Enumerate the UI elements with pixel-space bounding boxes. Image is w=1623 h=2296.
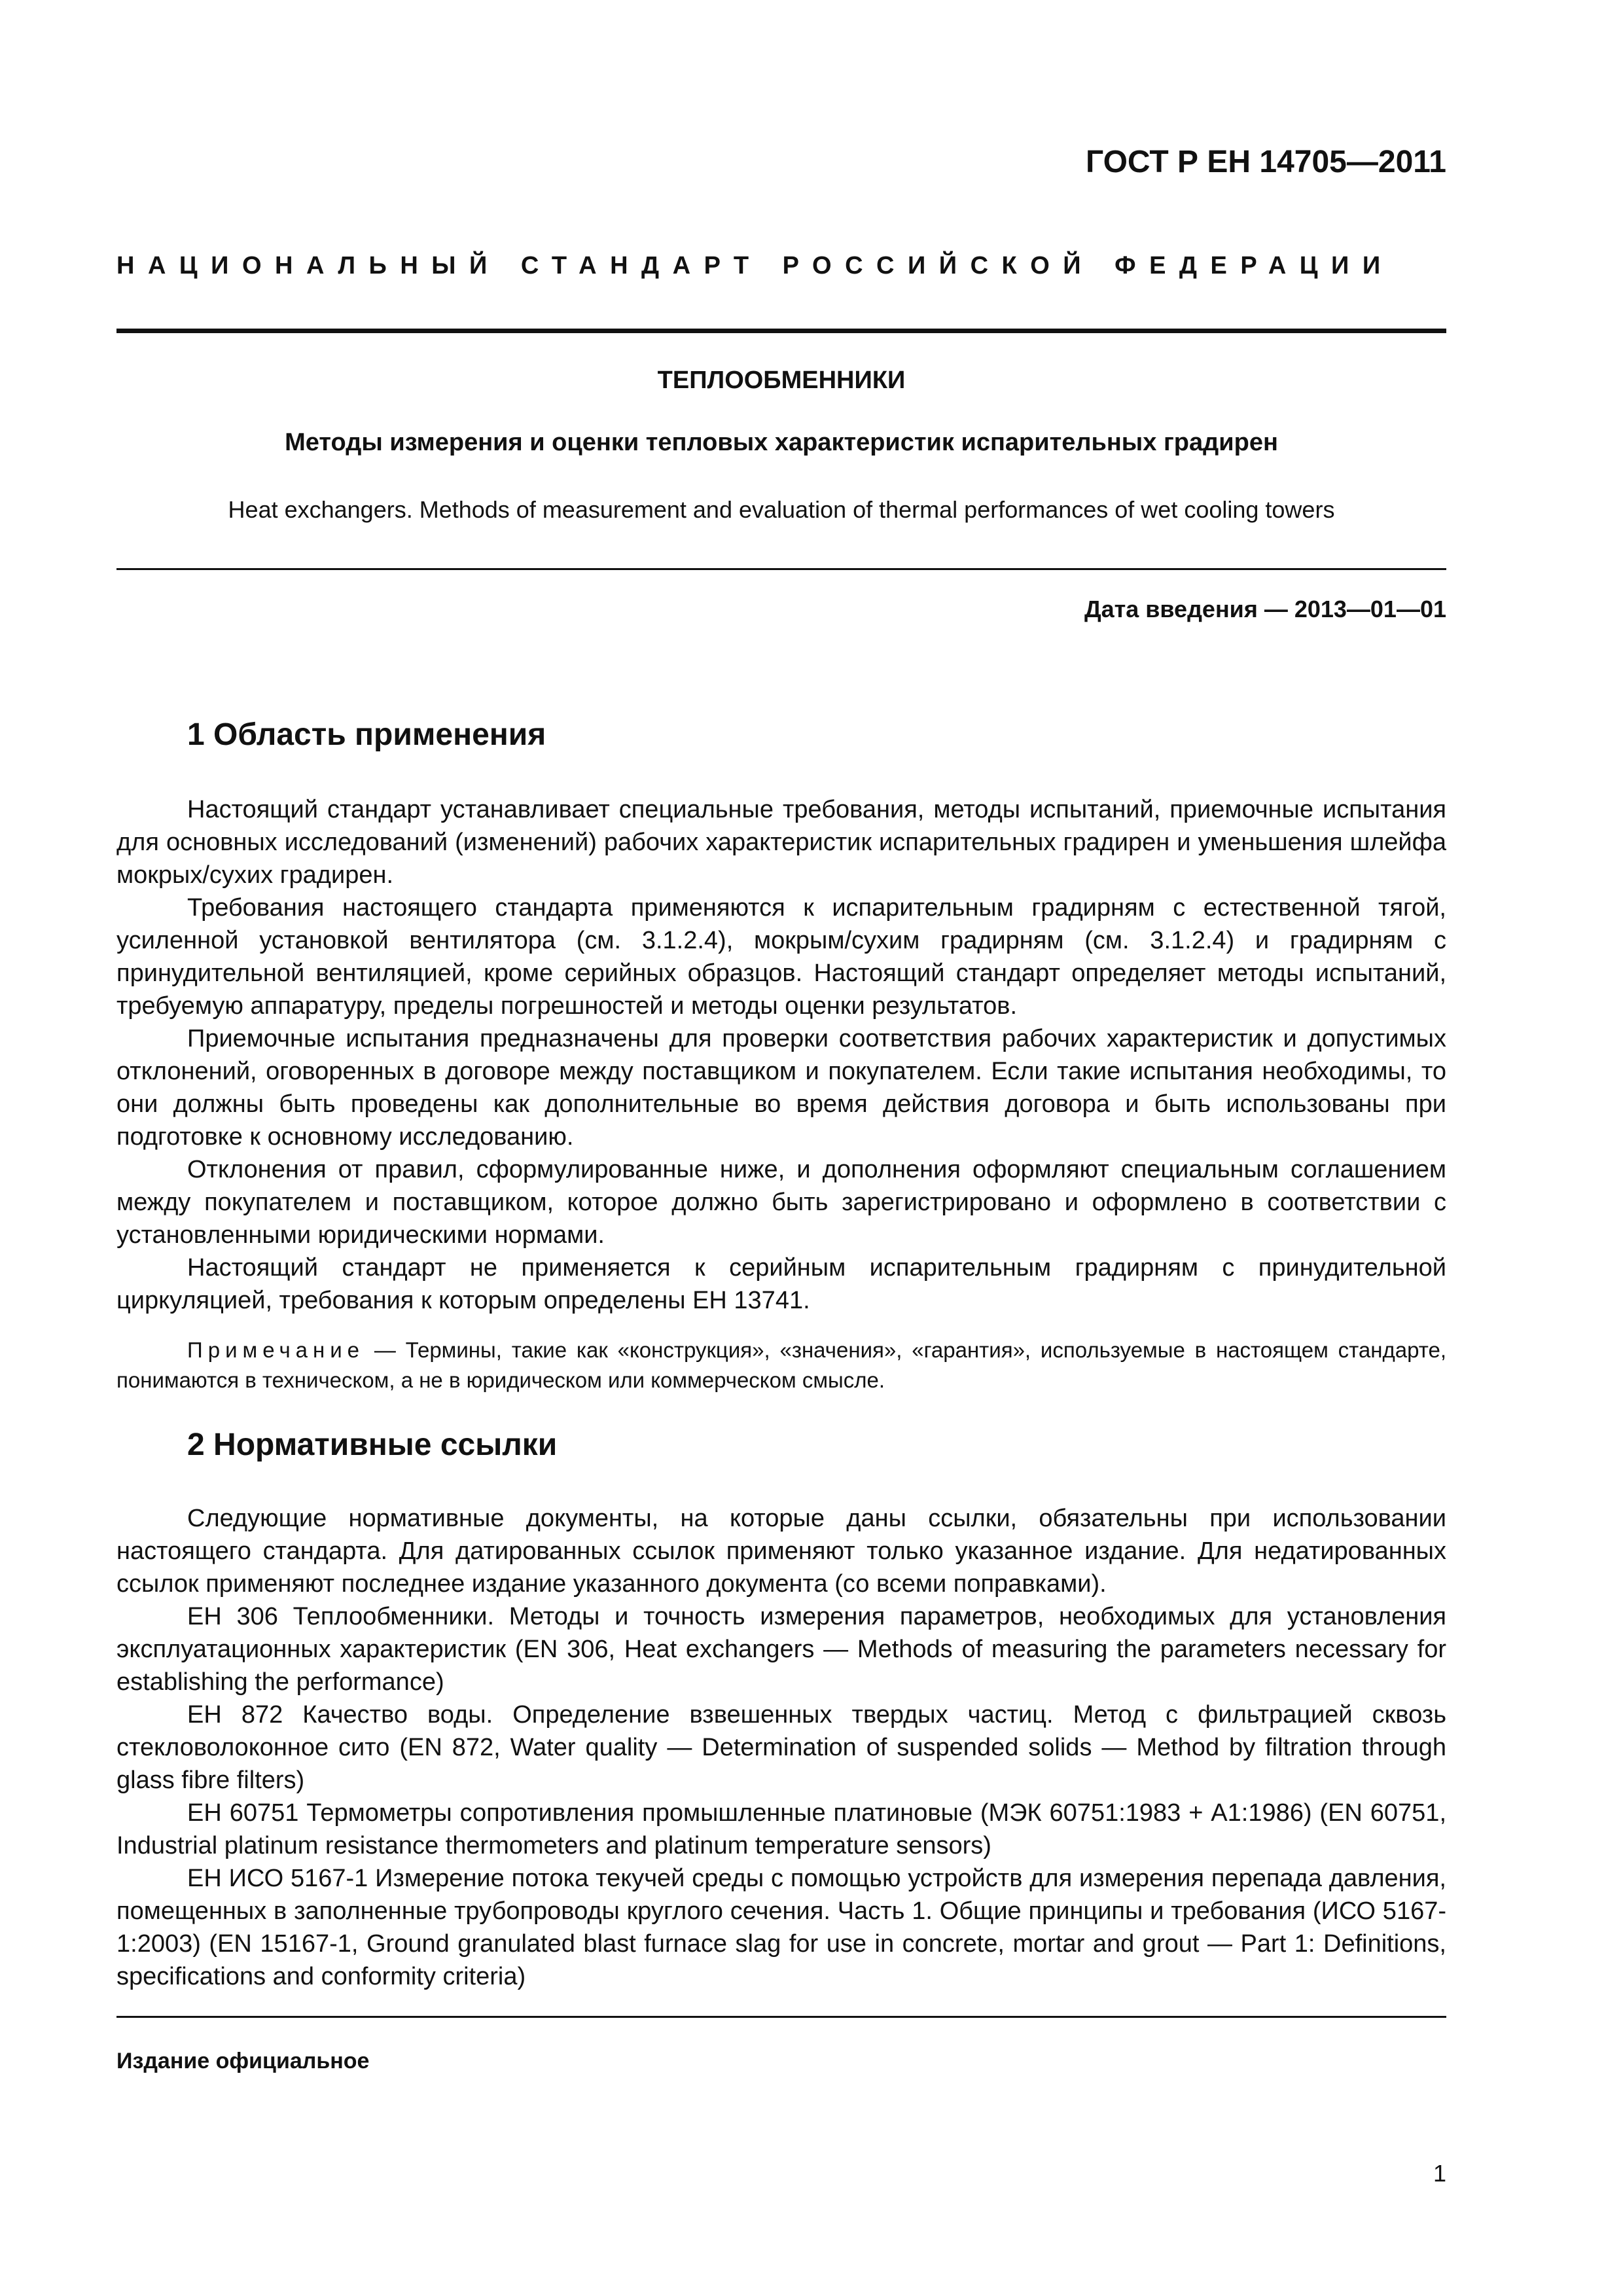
section-1-note bbox=[116, 1335, 1446, 1395]
header-divider bbox=[116, 329, 1446, 333]
intro-date: Дата введения — 2013—01—01 bbox=[1084, 596, 1446, 622]
reference-item: ЕН 60751 Термометры сопротивления промышленные платиновые (МЭК 60751:1983 + А1:1986) (EN 60751, Industrial platinum resistance thermometers and platinum temperature sensors) bbox=[116, 1799, 1446, 1859]
title-divider bbox=[116, 568, 1446, 570]
document-page bbox=[116, 0, 1446, 2296]
section-1-heading: 1 Область применения bbox=[187, 717, 546, 752]
note-text: — Термины, такие как «конструкция», «значения», «гарантия», используемые в настоящем стандарте, понимаются в техническом, а не в юридическом или коммерческом смысле. bbox=[116, 1338, 1446, 1392]
note-label: Примечание bbox=[187, 1338, 365, 1362]
page-number: 1 bbox=[1433, 2160, 1446, 2187]
document-subtitle-ru: Методы измерения и оценки тепловых характеристик испарительных градирен bbox=[285, 429, 1278, 456]
official-edition-label: Издание официальное bbox=[116, 2049, 370, 2073]
national-standard-banner: НАЦИОНАЛЬНЫЙ СТАНДАРТ РОССИЙСКОЙ ФЕДЕРАЦИИ bbox=[116, 252, 1394, 279]
section-1-paragraph: Настоящий стандарт устанавливает специальные требования, методы испытаний, приемочные испытания для основных исследований (изменений) рабочих характеристик испарительных градирен и уменьшения шлейфа мокрых/сухих градирен. bbox=[116, 796, 1446, 889]
reference-item: ЕН 872 Качество воды. Определение взвешенных твердых частиц. Метод с фильтрацией сквозь стекловолоконное сито (EN 872, Water quality — Determination of suspended solids — Method by filtration through glass fibre filters) bbox=[116, 1701, 1446, 1794]
document-title: ТЕПЛООБМЕННИКИ bbox=[657, 367, 906, 394]
section-2-paragraph: Следующие нормативные документы, на которые даны ссылки, обязательны при использовании настоящего стандарта. Для датированных ссылок применяют только указанное издание. Для недатированных ссылок применяют последнее издание указанного документа (со всеми поправками). bbox=[116, 1505, 1446, 1598]
document-subtitle-en: Heat exchangers. Methods of measurement and evaluation of thermal performances of wet cooling towers bbox=[228, 496, 1335, 523]
reference-item: ЕН 306 Теплообменники. Методы и точность измерения параметров, необходимых для установления эксплуатационных характеристик (EN 306, Heat exchangers — Methods of measuring the parameters necessary for establishing the performance) bbox=[116, 1603, 1446, 1696]
section-1-paragraph: Настоящий стандарт не применяется к серийным испарительным градирням с принудительной циркуляцией, требования к которым определены ЕН 13741. bbox=[116, 1254, 1446, 1314]
standard-number: ГОСТ Р ЕН 14705—2011 bbox=[1085, 145, 1446, 179]
section-1-paragraph: Отклонения от правил, сформулированные ниже, и дополнения оформляют специальным соглашением между покупателем и поставщиком, которое должно быть зарегистрировано и оформлено в соответствии с установленными юридическими нормами. bbox=[116, 1156, 1446, 1249]
section-2-heading: 2 Нормативные ссылки bbox=[187, 1427, 558, 1462]
section-1-paragraph: Приемочные испытания предназначены для проверки соответствия рабочих характеристик и допустимых отклонений, оговоренных в договоре между поставщиком и покупателем. Если такие испытания необходимы, то они должны быть проведены как дополнительные во время действия договора и быть использованы при подготовке к основному исследованию. bbox=[116, 1025, 1446, 1151]
section-1-paragraph: Требования настоящего стандарта применяются к испарительным градирням с естественной тягой, усиленной установкой вентилятора (см. 3.1.2.4), мокрым/сухим градирням (см. 3.1.2.4) и градирням с принудительной вентиляцией, кроме серийных образцов. Настоящий стандарт определяет методы испытаний, требуемую аппаратуру, пределы погрешностей и методы оценки результатов. bbox=[116, 894, 1446, 1020]
section-2-body bbox=[116, 1502, 1446, 1993]
footer-divider bbox=[116, 2016, 1446, 2018]
reference-item: ЕН ИСО 5167-1 Измерение потока текучей среды с помощью устройств для измерения перепада давления, помещенных в заполненные трубопроводы круглого сечения. Часть 1. Общие принципы и требования (ИСО 5167-1:2003) (EN 15167-1, Ground granulated blast furnace slag for use in concrete, mortar and grout — Part 1: Definitions, specifications and conformity criteria) bbox=[116, 1865, 1446, 1990]
section-1-body bbox=[116, 793, 1446, 1317]
